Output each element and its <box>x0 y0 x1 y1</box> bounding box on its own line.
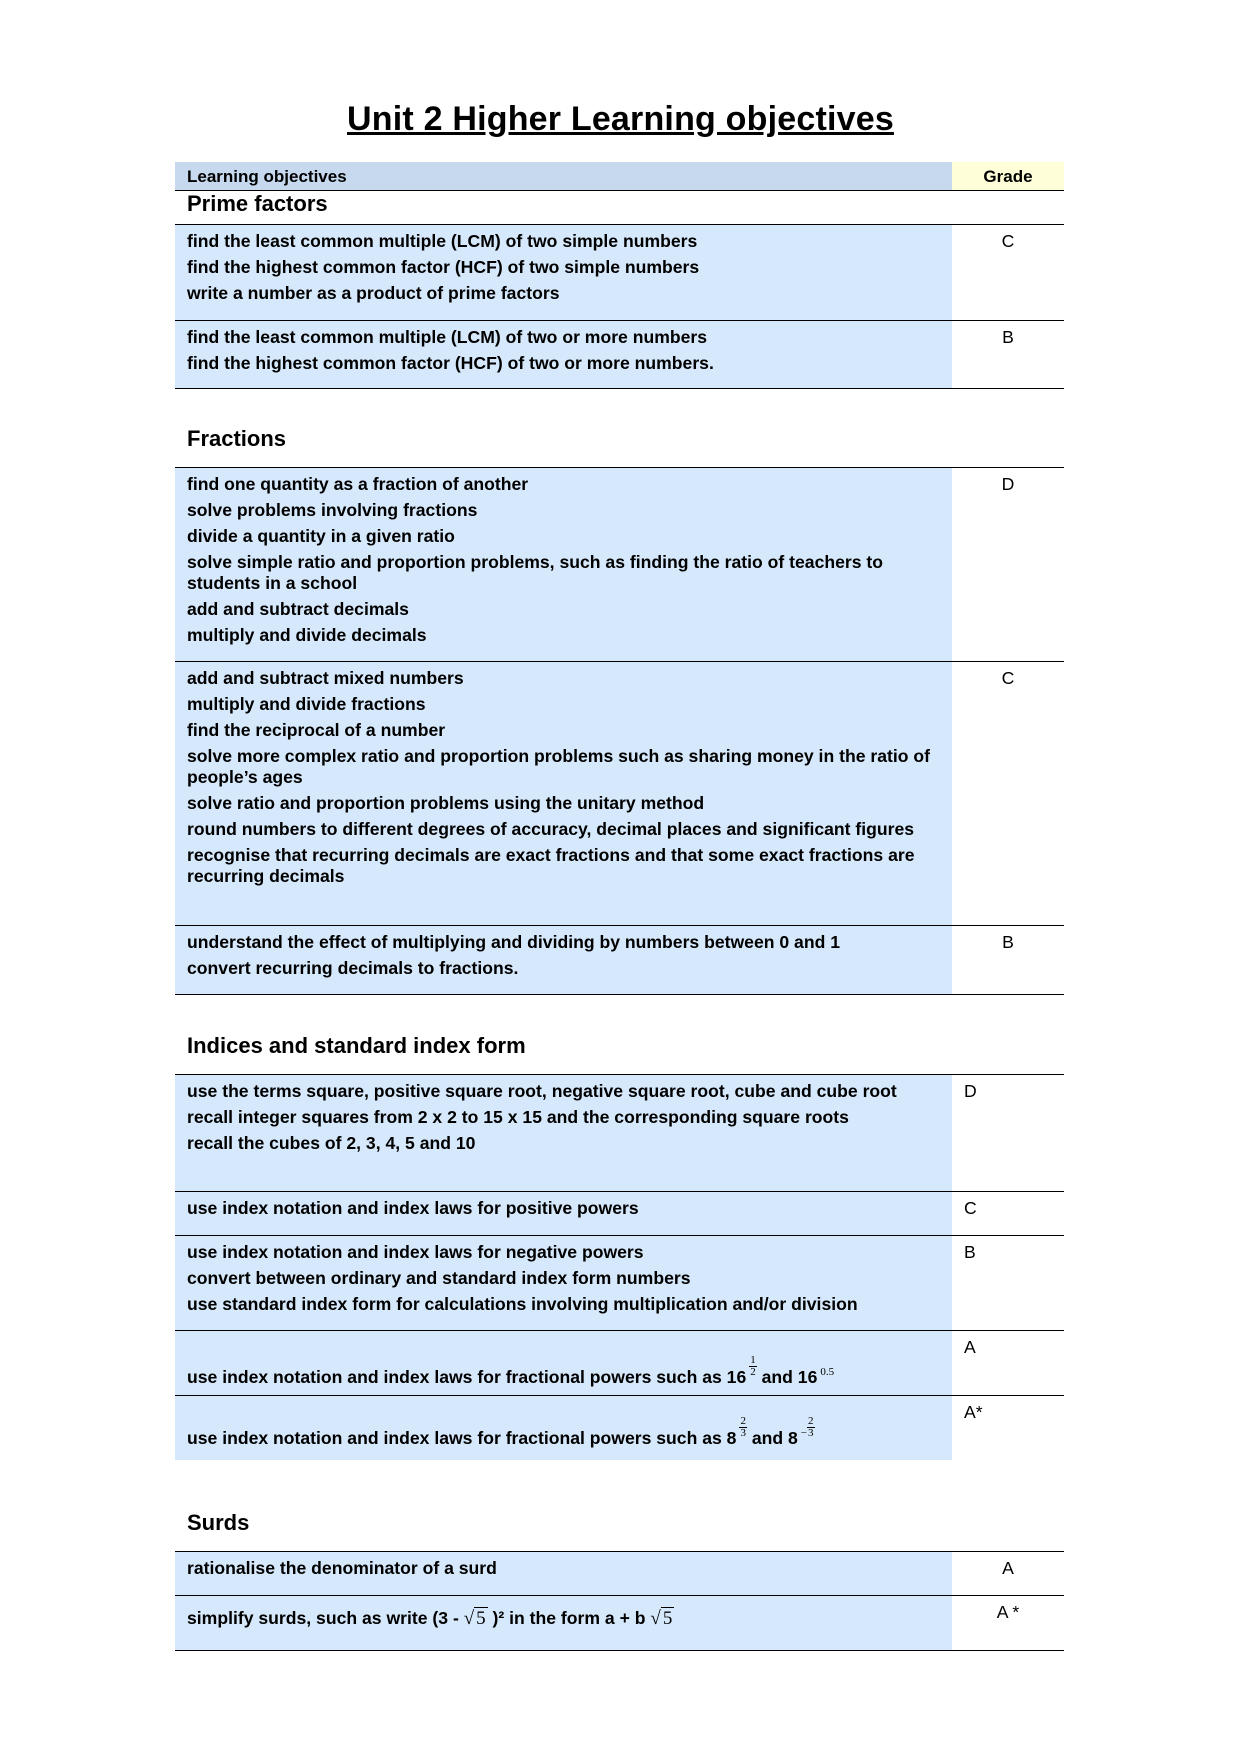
exponent-sign: − <box>800 1427 808 1439</box>
objective-item: recall integer squares from 2 x 2 to 15 x 15 and the corresponding square roots <box>187 1107 849 1127</box>
objective-item: use index notation and index laws for negative powers <box>187 1242 644 1262</box>
exponent: 0.5 <box>820 1366 835 1378</box>
exponent-fraction <box>739 1416 747 1439</box>
objective-item <box>187 1355 938 1388</box>
objectives-cell <box>175 1236 952 1330</box>
objective-text: simplify surds, such as write (3 - <box>187 1608 464 1628</box>
grade-cell: C <box>1001 231 1015 251</box>
table-row <box>175 1331 1064 1396</box>
grade-cell: A* <box>964 1402 983 1422</box>
grade-cell: B <box>964 1242 976 1262</box>
grade-cell: A <box>964 1337 976 1357</box>
table-row <box>175 926 1064 995</box>
objectives-cell <box>175 1192 952 1235</box>
table-header <box>175 162 1064 191</box>
objectives-cell <box>175 1596 952 1650</box>
grade-cell: B <box>1002 327 1014 347</box>
objective-text: and 8 <box>746 1428 798 1448</box>
objective-item: solve more complex ratio and proportion problems such as sharing money in the ratio of people’s ages <box>187 746 930 787</box>
objective-item: multiply and divide fractions <box>187 694 426 714</box>
section-title-indices <box>175 995 1064 1075</box>
objectives-cell <box>175 321 952 388</box>
square-root: √ 5 <box>463 1608 486 1629</box>
objective-item: rationalise the denominator of a surd <box>187 1558 497 1578</box>
grade-cell: A <box>1002 1558 1014 1578</box>
objective-item: round numbers to different degrees of accuracy, decimal places and significant figures <box>187 819 915 839</box>
objective-item: solve ratio and proportion problems using the unitary method <box>187 793 705 813</box>
table-row <box>175 1192 1064 1236</box>
objective-text: use index notation and index laws for fractional powers such as 8 <box>187 1428 737 1448</box>
table-row <box>175 468 1064 662</box>
objective-text: )² in the form a + b <box>487 1608 651 1628</box>
grade-cell: C <box>1001 668 1015 688</box>
fraction-numerator: 2 <box>740 1415 746 1427</box>
objective-item: add and subtract decimals <box>187 599 409 619</box>
section-title-text: Fractions <box>187 426 287 451</box>
objective-item: find the highest common factor (HCF) of two or more numbers. <box>187 353 714 373</box>
objective-item: convert between ordinary and standard index form numbers <box>187 1268 691 1288</box>
objective-item: use standard index form for calculations involving multiplication and/or division <box>187 1294 858 1314</box>
objective-item: solve problems involving fractions <box>187 500 478 520</box>
objectives-cell <box>175 1331 952 1395</box>
table-row <box>175 1552 1064 1596</box>
table-row <box>175 321 1064 389</box>
grade-cell: D <box>1001 474 1015 494</box>
radicand: 5 <box>476 1608 486 1629</box>
objective-item: multiply and divide decimals <box>187 625 427 645</box>
objectives-cell <box>175 225 952 320</box>
grade-cell: B <box>1002 932 1014 952</box>
objective-item: find the least common multiple (LCM) of two or more numbers <box>187 327 708 347</box>
header-grade: Grade <box>952 162 1064 190</box>
objective-item: understand the effect of multiplying and dividing by numbers between 0 and 1 <box>187 932 840 952</box>
objective-item: use the terms square, positive square root, negative square root, cube and cube root <box>187 1081 897 1101</box>
objectives-cell <box>175 468 952 661</box>
page-title: Unit 2 Higher Learning objectives <box>347 100 894 138</box>
section-title-prime-factors <box>175 191 1064 225</box>
table-row <box>175 1596 1064 1651</box>
grade-cell: A * <box>996 1602 1020 1622</box>
section-title-text: Indices and standard index form <box>187 1033 526 1058</box>
objective-item: recall the cubes of 2, 3, 4, 5 and 10 <box>187 1133 476 1153</box>
objective-text: use index notation and index laws for fractional powers such as 16 <box>187 1367 747 1387</box>
objective-item: find the reciprocal of a number <box>187 720 446 740</box>
table-row <box>175 1236 1064 1331</box>
fraction-denominator: 3 <box>808 1427 814 1439</box>
objective-item: recognise that recurring decimals are exact fractions and that some exact fractions are recurring decimals <box>187 845 915 886</box>
objective-item <box>187 1608 938 1629</box>
objective-item <box>187 1416 938 1449</box>
radicand: 5 <box>662 1608 673 1629</box>
objective-item: use index notation and index laws for positive powers <box>187 1198 639 1218</box>
section-title-text: Surds <box>187 1510 250 1535</box>
objective-item: find the least common multiple (LCM) of two simple numbers <box>187 231 698 251</box>
objective-item: divide a quantity in a given ratio <box>187 526 455 546</box>
objectives-cell <box>175 1396 952 1460</box>
fraction-denominator: 2 <box>750 1366 756 1378</box>
objectives-cell <box>175 926 952 994</box>
section-title-surds <box>175 1460 1064 1552</box>
objectives-cell <box>175 1552 952 1595</box>
grade-cell: D <box>964 1081 977 1101</box>
header-objectives: Learning objectives <box>175 162 952 190</box>
objective-item: find one quantity as a fraction of another <box>187 474 529 494</box>
section-title-fractions <box>175 389 1064 468</box>
objective-text: and 16 <box>756 1367 818 1387</box>
objective-item: write a number as a product of prime factors <box>187 283 560 303</box>
section-title-text: Prime factors <box>187 191 328 216</box>
exponent-fraction <box>749 1355 757 1378</box>
objective-item: add and subtract mixed numbers <box>187 668 464 688</box>
objective-item: solve simple ratio and proportion problems, such as finding the ratio of teachers to students in a school <box>187 552 884 593</box>
objective-item: find the highest common factor (HCF) of two simple numbers <box>187 257 700 277</box>
objectives-cell <box>175 1075 952 1191</box>
fraction-denominator: 3 <box>740 1427 746 1439</box>
table-row <box>175 1075 1064 1192</box>
objectives-table <box>175 162 1064 1651</box>
objective-item: convert recurring decimals to fractions. <box>187 958 519 978</box>
table-row <box>175 225 1064 321</box>
grade-cell: C <box>964 1198 977 1218</box>
fraction-numerator: 1 <box>750 1354 756 1366</box>
table-row <box>175 1396 1064 1460</box>
square-root: √ 5 <box>650 1608 673 1629</box>
objectives-cell <box>175 662 952 925</box>
exponent-fraction <box>807 1416 815 1439</box>
fraction-numerator: 2 <box>808 1415 814 1427</box>
table-row <box>175 662 1064 926</box>
